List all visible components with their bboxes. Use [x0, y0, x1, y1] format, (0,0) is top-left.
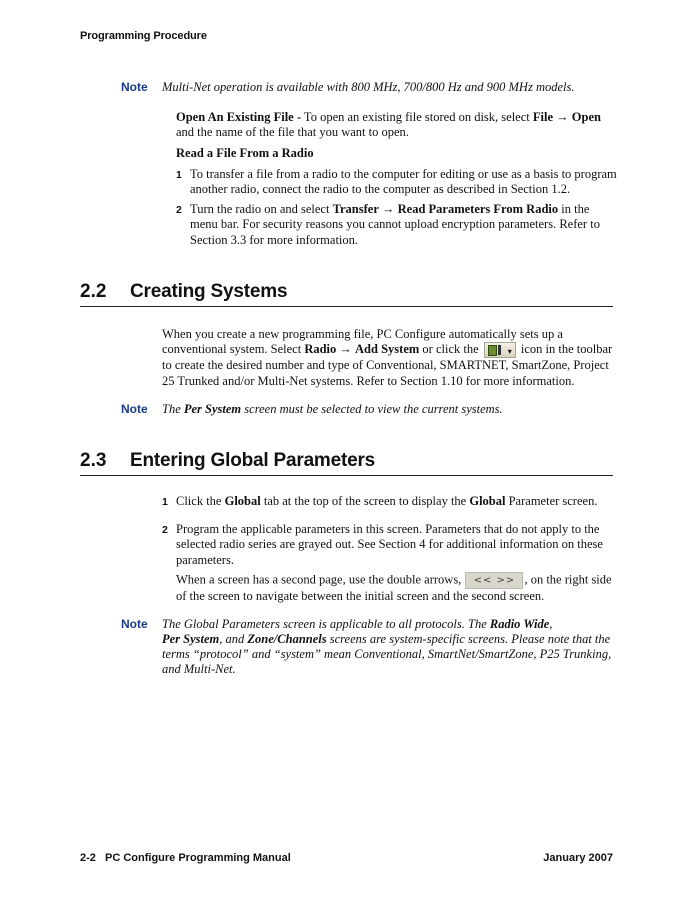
- menu-file: File: [532, 110, 554, 124]
- menu-open: Open: [571, 110, 601, 124]
- creating-systems-paragraph: When you create a new programming file, PC Configure automatically sets up a conventional system. Select Radio → Add System or click the ▾ icon in the toolbar to create the desired number and type of Conventional, SMARTNET, SmartZone, Project 25 Trunked and/or Multi-Net systems. Refer to Section 1.10 for more information.: [162, 327, 613, 388]
- arrow-icon: →: [339, 342, 352, 357]
- section-number: 2.2: [80, 281, 107, 302]
- read-file-step-2: Turn the radio on and select Transfer → Read Parameters From Radio in the menu bar. For security reasons you cannot upload encryption parameters. Refer to Section 3.3 for more information.: [190, 202, 600, 247]
- section-title: Creating Systems: [130, 281, 288, 302]
- note-text: The Global Parameters screen is applicable to all protocols. The Radio Wide, Per System, and Zone/Channels screens are system-specific screens. Please note that the terms “protocol” and “system” mean Conventional, SmartNet/SmartZone, P25 Trunking, and Multi-Net.: [162, 617, 612, 676]
- open-file-title: Open An Existing File -: [176, 110, 302, 124]
- note-label: Note: [121, 402, 148, 416]
- note-text: The Per System screen must be selected to view the current systems.: [162, 402, 503, 416]
- global-step-2: Program the applicable parameters in this screen. Parameters that do not apply to the selected radio series are grayed out. See Section 4 for additional information on these parameters.: [176, 522, 603, 567]
- global-step-1: Click the Global tab at the top of the screen to display the Global Parameter screen.: [176, 494, 598, 508]
- page-number: 2-2: [80, 852, 96, 864]
- footer-date: January 2007: [543, 852, 613, 864]
- open-file-paragraph: [176, 110, 601, 141]
- section-title: Entering Global Parameters: [130, 450, 376, 471]
- section-rule: [80, 475, 613, 476]
- read-file-title: Read a File From a Radio: [176, 146, 314, 160]
- step-number: 1: [162, 496, 168, 508]
- double-arrows-paragraph: When a screen has a second page, use the double arrows, << >> , on the right side of the screen to navigate between the initial screen and the second screen.: [176, 572, 612, 603]
- step-number: 2: [162, 524, 168, 536]
- note-text: Multi-Net operation is available with 800 MHz, 700/800 Hz and 900 MHz models.: [162, 80, 575, 94]
- page-arrows-button[interactable]: << >>: [465, 572, 523, 589]
- note-label: Note: [121, 617, 148, 631]
- manual-title: PC Configure Programming Manual: [105, 852, 291, 864]
- note-label: Note: [121, 80, 148, 94]
- section-rule: [80, 306, 613, 307]
- section-number: 2.3: [80, 450, 107, 471]
- step-number: 2: [176, 204, 182, 216]
- arrow-icon: →: [556, 110, 569, 124]
- arrow-icon: →: [382, 202, 395, 216]
- open-file-text-2: and the name of the file that you want to open.: [176, 125, 409, 140]
- open-file-text: To open an existing file stored on disk, select: [301, 110, 533, 124]
- step-number: 1: [176, 169, 182, 181]
- read-file-step-1: To transfer a file from a radio to the computer for editing or use as a basis to program another radio, connect the radio to the computer as described in Section 1.2.: [190, 167, 617, 197]
- running-header: Programming Procedure: [80, 30, 207, 42]
- add-system-toolbar-icon[interactable]: ▾: [484, 342, 516, 358]
